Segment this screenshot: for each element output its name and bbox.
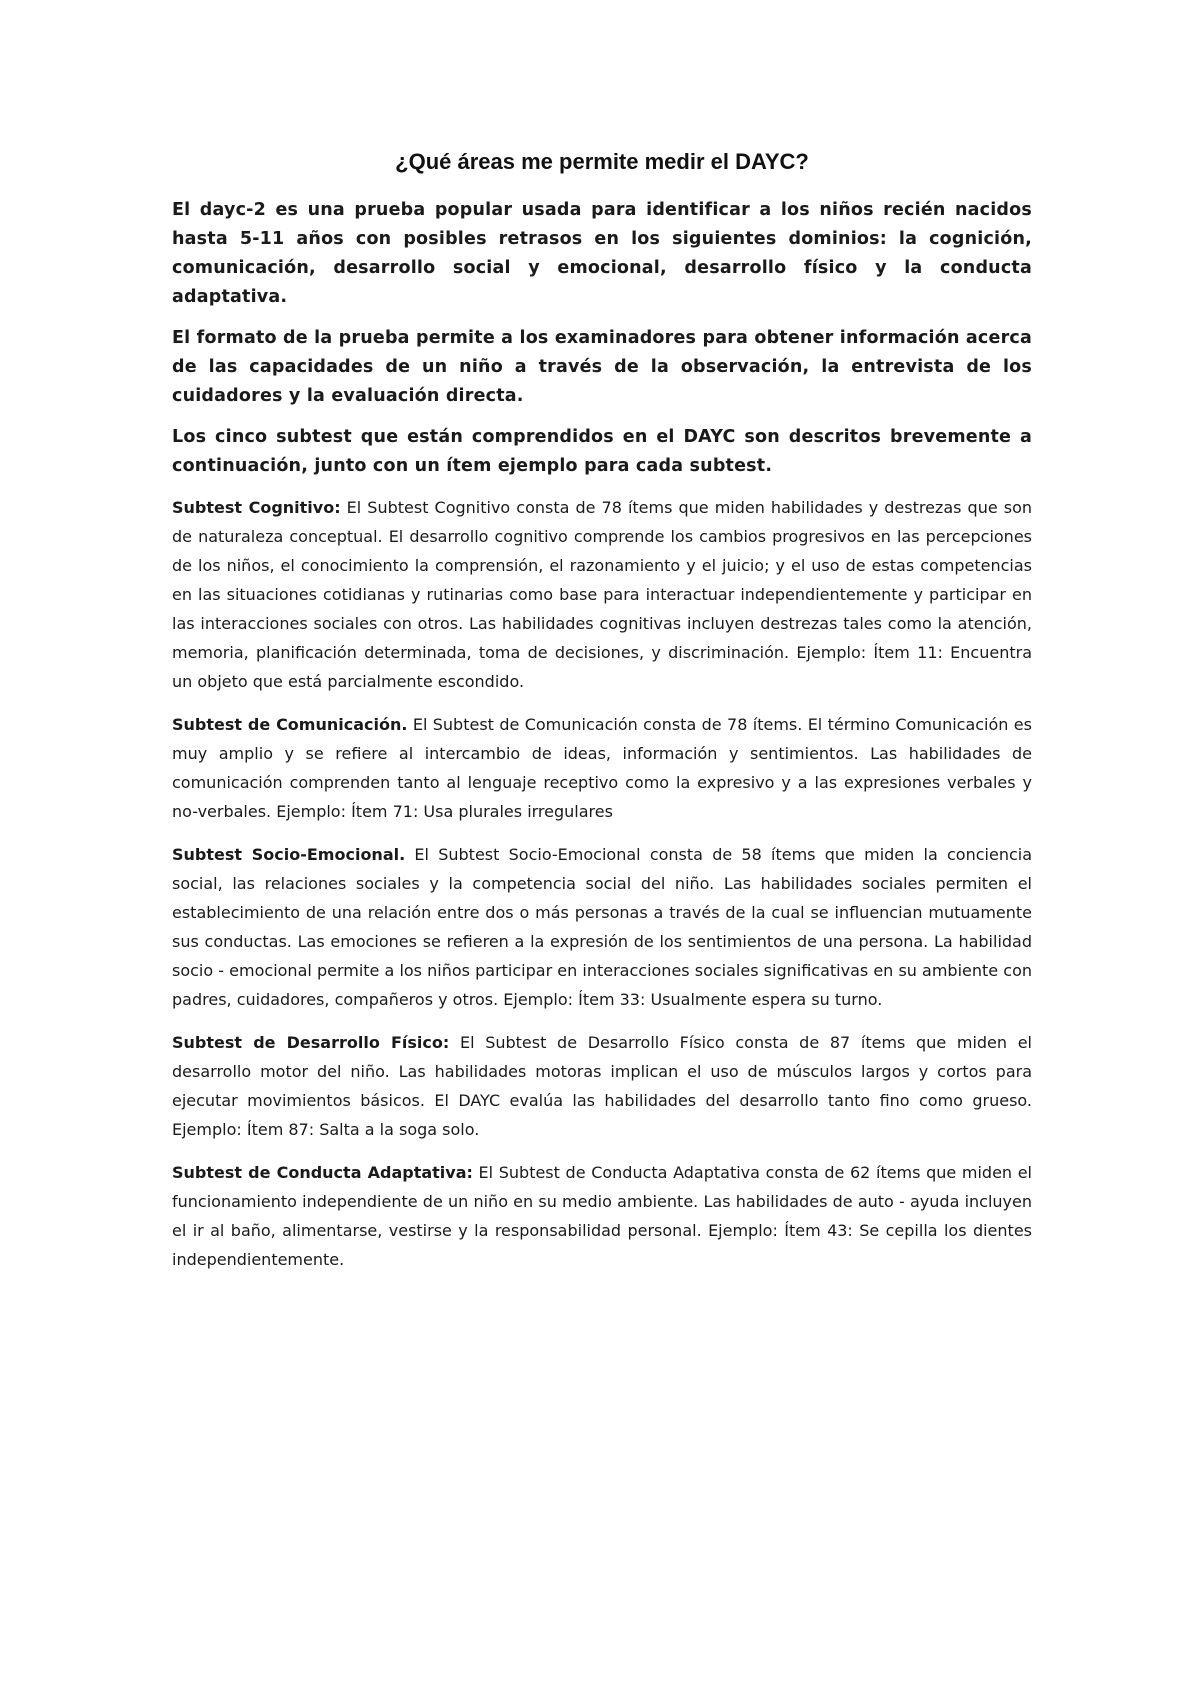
section-comunicacion: [172, 710, 1032, 826]
section-conducta-adaptativa: [172, 1158, 1032, 1274]
intro-paragraph-2: El formato de la prueba permite a los examinadores para obtener información acerca de las capacidades de un niño a través de la observación, la entrevista de los cuidadores y la evaluación directa.: [172, 328, 1032, 406]
section-text: El Subtest de Desarrollo Físico consta de 87 ítems que miden el desarrollo motor del niño. Las habilidades motoras implican el uso de músculos largos y cortos para ejecutar movimientos básicos. El DAYC evalúa las habilidades del desarrollo tanto fino como grueso. Ejemplo: Ítem 87: Salta a la soga solo.: [172, 1033, 1032, 1139]
section-text: El Subtest Cognitivo consta de 78 ítems que miden habilidades y destrezas que son de naturaleza conceptual. El desarrollo cognitivo comprende los cambios progresivos en las percepciones de los niños, el conocimiento la comprensión, el razonamiento y el juicio; y el uso de estas competencias en las situaciones cotidianas y rutinarias como base para interactuar independientemente y participar en las interacciones sociales con otros. Las habilidades cognitivas incluyen destrezas tales como la atención, memoria, planificación determinada, toma de decisiones, y discriminación. Ejemplo: Ítem 11: Encuentra un objeto que está parcialmente escondido.: [172, 498, 1033, 691]
section-lead: Subtest de Conducta Adaptativa:: [172, 1163, 473, 1182]
section-cognitivo: [172, 493, 1032, 696]
section-desarrollo-fisico: [172, 1028, 1032, 1144]
section-text: El Subtest de Conducta Adaptativa consta de 62 ítems que miden el funcionamiento independiente de un niño en su medio ambiente. Las habilidades de auto - ayuda incluyen el ir al baño, alimentarse, vestirse y la responsabilidad personal. Ejemplo: Ítem 43: Se cepilla los dientes independientemente.: [172, 1163, 1032, 1269]
section-lead: Subtest Cognitivo:: [172, 498, 341, 517]
section-lead: Subtest de Comunicación.: [172, 715, 408, 734]
document-page: [172, 148, 1032, 1288]
intro-paragraph-1: El dayc-2 es una prueba popular usada para identificar a los niños recién nacidos hasta 5-11 años con posibles retrasos en los siguientes dominios: la cognición, comunicación, desarrollo social y emocional, desarrollo físico y la conducta adaptativa.: [172, 200, 1032, 307]
intro-paragraph-3: Los cinco subtest que están comprendidos en el DAYC son descritos brevemente a continuación, junto con un ítem ejemplo para cada subtest.: [172, 427, 1032, 476]
section-socio-emocional: [172, 840, 1032, 1014]
page-title: ¿Qué áreas me permite medir el DAYC?: [395, 149, 809, 174]
section-text: El Subtest Socio-Emocional consta de 58 ítems que miden la conciencia social, las relaciones sociales y la competencia social del niño. Las habilidades sociales permiten el establecimiento de una relación entre dos o más personas a través de la cual se influencian mutuamente sus conductas. Las emociones se refieren a la expresión de los sentimientos de una persona. La habilidad socio - emocional permite a los niños participar en interacciones sociales significativas en su ambiente con padres, cuidadores, compañeros y otros. Ejemplo: Ítem 33: Usualmente espera su turno.: [172, 845, 1032, 1009]
section-lead: Subtest de Desarrollo Físico:: [172, 1033, 450, 1052]
section-text: El Subtest de Comunicación consta de 78 ítems. El término Comunicación es muy amplio y se refiere al intercambio de ideas, información y sentimientos. Las habilidades de comunicación comprenden tanto al lenguaje receptivo como la expresivo y a las expresiones verbales y no-verbales. Ejemplo: Ítem 71: Usa plurales irregulares: [172, 715, 1032, 821]
section-lead: Subtest Socio-Emocional.: [172, 845, 406, 864]
